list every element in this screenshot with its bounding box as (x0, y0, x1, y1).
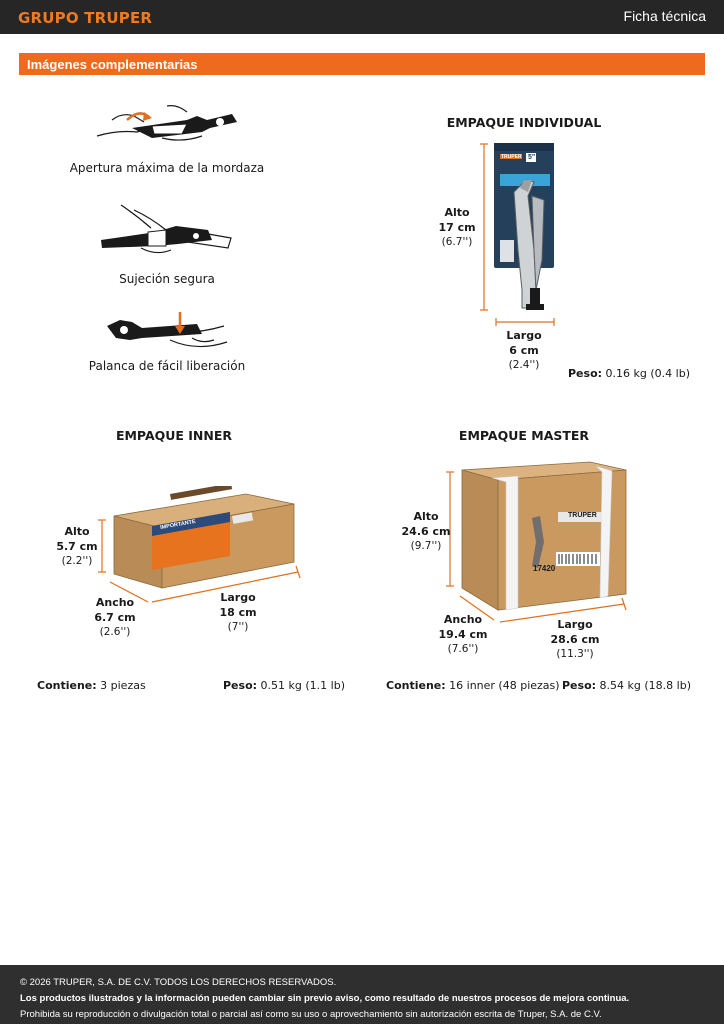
master-weight: Peso: 8.54 kg (18.8 lb) (562, 679, 691, 692)
inner-contents: Contiene: 3 piezas (37, 679, 146, 692)
inner-package-heading: EMPAQUE INNER (115, 428, 233, 443)
master-box-code: 17420 (533, 564, 556, 573)
release-lever-caption: Palanca de fácil liberación (88, 359, 246, 373)
inner-length-dimension: Largo 18 cm (7'') (219, 591, 257, 633)
individual-length-dimension: Largo 6 cm (2.4'') (506, 329, 542, 371)
document-type: Ficha técnica (623, 8, 706, 24)
jaw-opening-illustration (92, 98, 242, 153)
master-box-brand: TRUPER (568, 512, 597, 519)
inner-weight: Peso: 0.51 kg (1.1 lb) (223, 679, 345, 692)
jaw-opening-caption: Apertura máxima de la mordaza (69, 161, 265, 175)
secure-grip-caption: Sujeción segura (119, 272, 215, 286)
footer-notice: Los productos ilustrados y la información pueden cambiar sin previo aviso, como resultado de nuestros procesos de mejora continua. (20, 993, 630, 1004)
individual-package-size: 5" (528, 154, 536, 161)
master-length-dimension: Largo 28.6 cm (11.3'') (550, 618, 600, 660)
master-width-dimension: Ancho 19.4 cm (7.6'') (438, 613, 488, 655)
individual-package-brand: TRUPER (501, 154, 522, 160)
individual-weight: Peso: 0.16 kg (0.4 lb) (568, 367, 690, 380)
footer-prohibition: Prohibida su reproducción o divulgación total o parcial así como su uso o aprovechamiento sin autorización escrita de Truper, S.A. de C.V. (20, 1009, 602, 1020)
release-lever-illustration (102, 308, 232, 354)
footer-copyright: © 2026 TRUPER, S.A. DE C.V. TODOS LOS DERECHOS RESERVADOS. (20, 977, 337, 988)
inner-box-label: IMPORTANTE (159, 518, 197, 532)
master-contents: Contiene: 16 inner (48 piezas) (386, 679, 560, 692)
inner-height-dimension: Alto 5.7 cm (2.2'') (56, 525, 98, 567)
individual-height-dimension: Alto 17 cm (6.7'') (438, 206, 476, 248)
brand-logo: GRUPO TRUPER (18, 9, 153, 27)
inner-width-dimension: Ancho 6.7 cm (2.6'') (94, 596, 136, 638)
secure-grip-illustration (96, 200, 236, 262)
inner-package-image (96, 486, 306, 606)
footer (0, 965, 724, 1024)
master-package-image (440, 458, 640, 630)
master-height-dimension: Alto 24.6 cm (9.7'') (401, 510, 451, 552)
master-package-heading: EMPAQUE MASTER (458, 428, 590, 443)
top-bar (0, 0, 724, 34)
individual-package-image (478, 140, 568, 330)
section-title: Imágenes complementarias (27, 57, 198, 72)
individual-package-heading: EMPAQUE INDIVIDUAL (446, 115, 602, 130)
section-header (19, 53, 705, 75)
